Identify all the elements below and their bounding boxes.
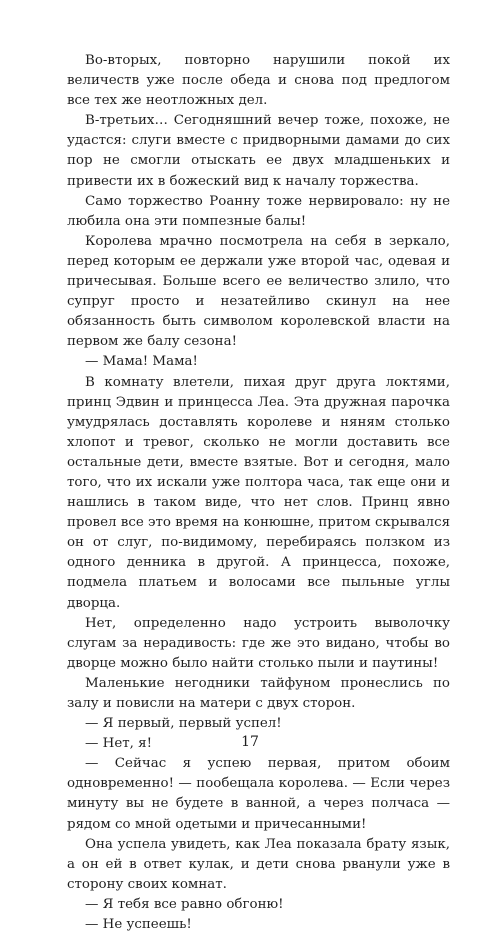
page-number: 17 <box>241 734 259 750</box>
paragraph: Маленькие негодники тайфуном пронеслись по залу и повисли на матери с двух сторон. <box>67 675 450 711</box>
dialogue-line: — Не успеешь! <box>85 917 192 933</box>
dialogue-line: — Нет, я! <box>85 736 152 752</box>
paragraph: В комнату влетели, пихая друг друга локтями, принц Эдвин и принцесса Леа. Эта дружная парочка умудрялась доставлять королеве и няням столько хлопот и тревог, сколько не могли доставить все остальные дети, вместе взятые. Вот и сегодня, мало того, что их искали уже полтора часа, так еще они и нашлись в таком виде, что нет слов. Принц явно провел все это время на конюшне, притом скрывался он от слуг, по-видимому, перебираясь ползком из одного денника в другой. А принцесса, похоже, подмела платьем и волосами все пыльные углы дворца. <box>67 374 451 611</box>
dialogue-line: — Я первый, первый успел! <box>85 716 282 732</box>
body-text <box>67 51 450 935</box>
paragraph: Нет, определенно надо устроить выволочку слугам за нерадивость: где же это видано, чтобы во дворце можно было найти столько пыли и паутины! <box>67 615 450 671</box>
paragraph: Во-вторых, повторно нарушили покой их величеств уже после обеда и снова под предлогом все тех же неотложных дел. <box>67 53 450 109</box>
dialogue-line: — Мама! Мама! <box>85 354 198 370</box>
paragraph: Она успела увидеть, как Леа показала брату язык, а он ей в ответ кулак, и дети снова рванули уже в сторону своих комнат. <box>67 836 450 892</box>
dialogue-line: — Сейчас я успею первая, притом обоим одновременно! — пообещала королева. — Если через минуту вы не будете в ванной, а через полчаса — рядом со мной одетыми и причесанными! <box>67 756 450 832</box>
paragraph: Королева мрачно посмотрела на себя в зеркало, перед которым ее держали уже второй час, одевая и причесывая. Больше всего ее величество злило, что супруг просто и незатейливо скинул на нее обязанность быть символом королевской власти на первом же балу сезона! <box>67 233 450 350</box>
paragraph: Само торжество Роанну тоже нервировало: ну не любила она эти помпезные балы! <box>67 193 450 229</box>
paragraph: В-третьих… Сегодняшний вечер тоже, похоже, не удастся: слуги вместе с придворными дамами до сих пор не смогли отыскать ее двух младшеньких и привести их в божеский вид к началу торжества. <box>67 113 450 189</box>
dialogue-line: — Я тебя все равно обгоню! <box>85 896 284 912</box>
